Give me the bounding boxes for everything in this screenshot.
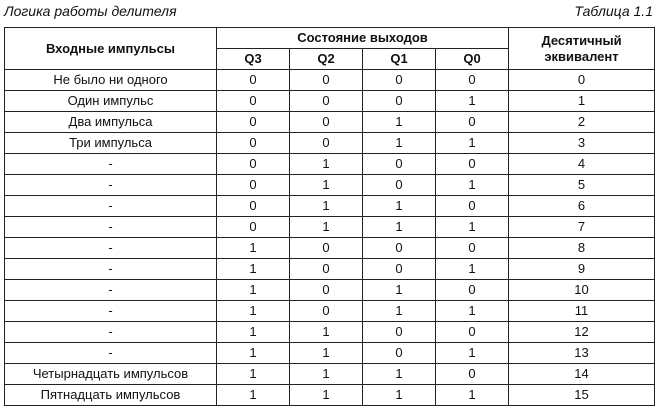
q1-cell: 1 xyxy=(363,280,436,301)
input-cell: Пятнадцать импульсов xyxy=(5,385,217,406)
table-row xyxy=(5,154,655,175)
q2-cell: 0 xyxy=(290,238,363,259)
q1-cell: 1 xyxy=(363,364,436,385)
decimal-cell: 0 xyxy=(509,70,655,91)
table-row xyxy=(5,301,655,322)
input-cell: - xyxy=(5,322,217,343)
decimal-cell: 15 xyxy=(509,385,655,406)
decimal-cell: 13 xyxy=(509,343,655,364)
input-cell: Четырнадцать импульсов xyxy=(5,364,217,385)
q1-cell: 1 xyxy=(363,196,436,217)
input-cell: - xyxy=(5,343,217,364)
table-row xyxy=(5,259,655,280)
q2-cell: 0 xyxy=(290,133,363,154)
q0-cell: 0 xyxy=(436,280,509,301)
q1-cell: 0 xyxy=(363,91,436,112)
q0-cell: 1 xyxy=(436,343,509,364)
q3-cell: 1 xyxy=(217,364,290,385)
q0-cell: 1 xyxy=(436,385,509,406)
q3-cell: 0 xyxy=(217,175,290,196)
q3-cell: 0 xyxy=(217,217,290,238)
decimal-cell: 8 xyxy=(509,238,655,259)
q2-cell: 1 xyxy=(290,154,363,175)
decimal-cell: 2 xyxy=(509,112,655,133)
q0-cell: 0 xyxy=(436,196,509,217)
q3-cell: 0 xyxy=(217,91,290,112)
q3-cell: 0 xyxy=(217,70,290,91)
table-row xyxy=(5,196,655,217)
table-body xyxy=(5,70,655,406)
decimal-cell: 14 xyxy=(509,364,655,385)
header-q3: Q3 xyxy=(217,49,290,70)
table-row xyxy=(5,133,655,154)
q3-cell: 1 xyxy=(217,343,290,364)
q0-cell: 1 xyxy=(436,91,509,112)
decimal-cell: 3 xyxy=(509,133,655,154)
q0-cell: 0 xyxy=(436,112,509,133)
q1-cell: 1 xyxy=(363,301,436,322)
q2-cell: 1 xyxy=(290,322,363,343)
q1-cell: 0 xyxy=(363,154,436,175)
table-number: Таблица 1.1 xyxy=(574,3,653,19)
input-cell: - xyxy=(5,280,217,301)
q2-cell: 1 xyxy=(290,385,363,406)
q1-cell: 1 xyxy=(363,217,436,238)
q2-cell: 0 xyxy=(290,91,363,112)
q2-cell: 0 xyxy=(290,112,363,133)
q2-cell: 1 xyxy=(290,364,363,385)
q3-cell: 1 xyxy=(217,280,290,301)
table-row xyxy=(5,217,655,238)
q3-cell: 1 xyxy=(217,301,290,322)
header-decimal-equivalent: Десятичный эквивалент xyxy=(509,28,655,70)
table-title: Логика работы делителя xyxy=(4,3,177,19)
q3-cell: 1 xyxy=(217,259,290,280)
q1-cell: 1 xyxy=(363,112,436,133)
q3-cell: 1 xyxy=(217,238,290,259)
divider-logic-table xyxy=(4,27,655,406)
decimal-cell: 1 xyxy=(509,91,655,112)
header-q1: Q1 xyxy=(363,49,436,70)
table-row xyxy=(5,343,655,364)
q2-cell: 0 xyxy=(290,70,363,91)
header-output-state: Состояние выходов xyxy=(217,28,509,49)
q1-cell: 0 xyxy=(363,238,436,259)
table-row xyxy=(5,91,655,112)
table-row xyxy=(5,112,655,133)
input-cell: Три импульса xyxy=(5,133,217,154)
q0-cell: 0 xyxy=(436,154,509,175)
table-row xyxy=(5,364,655,385)
q0-cell: 0 xyxy=(436,70,509,91)
q2-cell: 1 xyxy=(290,196,363,217)
decimal-cell: 11 xyxy=(509,301,655,322)
q1-cell: 1 xyxy=(363,385,436,406)
q1-cell: 0 xyxy=(363,70,436,91)
header-input-pulses: Входные импульсы xyxy=(5,28,217,70)
input-cell: Два импульса xyxy=(5,112,217,133)
q1-cell: 0 xyxy=(363,259,436,280)
q3-cell: 0 xyxy=(217,154,290,175)
q0-cell: 1 xyxy=(436,175,509,196)
q2-cell: 0 xyxy=(290,301,363,322)
q3-cell: 1 xyxy=(217,322,290,343)
header-q2: Q2 xyxy=(290,49,363,70)
table-caption xyxy=(4,3,653,21)
decimal-cell: 7 xyxy=(509,217,655,238)
q2-cell: 0 xyxy=(290,259,363,280)
q0-cell: 1 xyxy=(436,133,509,154)
decimal-cell: 12 xyxy=(509,322,655,343)
q0-cell: 1 xyxy=(436,259,509,280)
q0-cell: 1 xyxy=(436,217,509,238)
q0-cell: 0 xyxy=(436,322,509,343)
q2-cell: 1 xyxy=(290,343,363,364)
decimal-cell: 5 xyxy=(509,175,655,196)
input-cell: Не было ни одного xyxy=(5,70,217,91)
q3-cell: 1 xyxy=(217,385,290,406)
q1-cell: 0 xyxy=(363,343,436,364)
q1-cell: 1 xyxy=(363,133,436,154)
table-row xyxy=(5,175,655,196)
header-q0: Q0 xyxy=(436,49,509,70)
q2-cell: 0 xyxy=(290,280,363,301)
q3-cell: 0 xyxy=(217,112,290,133)
decimal-cell: 9 xyxy=(509,259,655,280)
table-row xyxy=(5,322,655,343)
table-row xyxy=(5,238,655,259)
q1-cell: 0 xyxy=(363,175,436,196)
input-cell: Один импульс xyxy=(5,91,217,112)
input-cell: - xyxy=(5,238,217,259)
input-cell: - xyxy=(5,154,217,175)
input-cell: - xyxy=(5,175,217,196)
table-row xyxy=(5,385,655,406)
q2-cell: 1 xyxy=(290,175,363,196)
q1-cell: 0 xyxy=(363,322,436,343)
q0-cell: 0 xyxy=(436,364,509,385)
input-cell: - xyxy=(5,259,217,280)
input-cell: - xyxy=(5,217,217,238)
table-row xyxy=(5,70,655,91)
decimal-cell: 10 xyxy=(509,280,655,301)
decimal-cell: 6 xyxy=(509,196,655,217)
table-row xyxy=(5,280,655,301)
input-cell: - xyxy=(5,301,217,322)
q0-cell: 0 xyxy=(436,238,509,259)
q3-cell: 0 xyxy=(217,133,290,154)
decimal-cell: 4 xyxy=(509,154,655,175)
q3-cell: 0 xyxy=(217,196,290,217)
input-cell: - xyxy=(5,196,217,217)
q2-cell: 1 xyxy=(290,217,363,238)
q0-cell: 1 xyxy=(436,301,509,322)
